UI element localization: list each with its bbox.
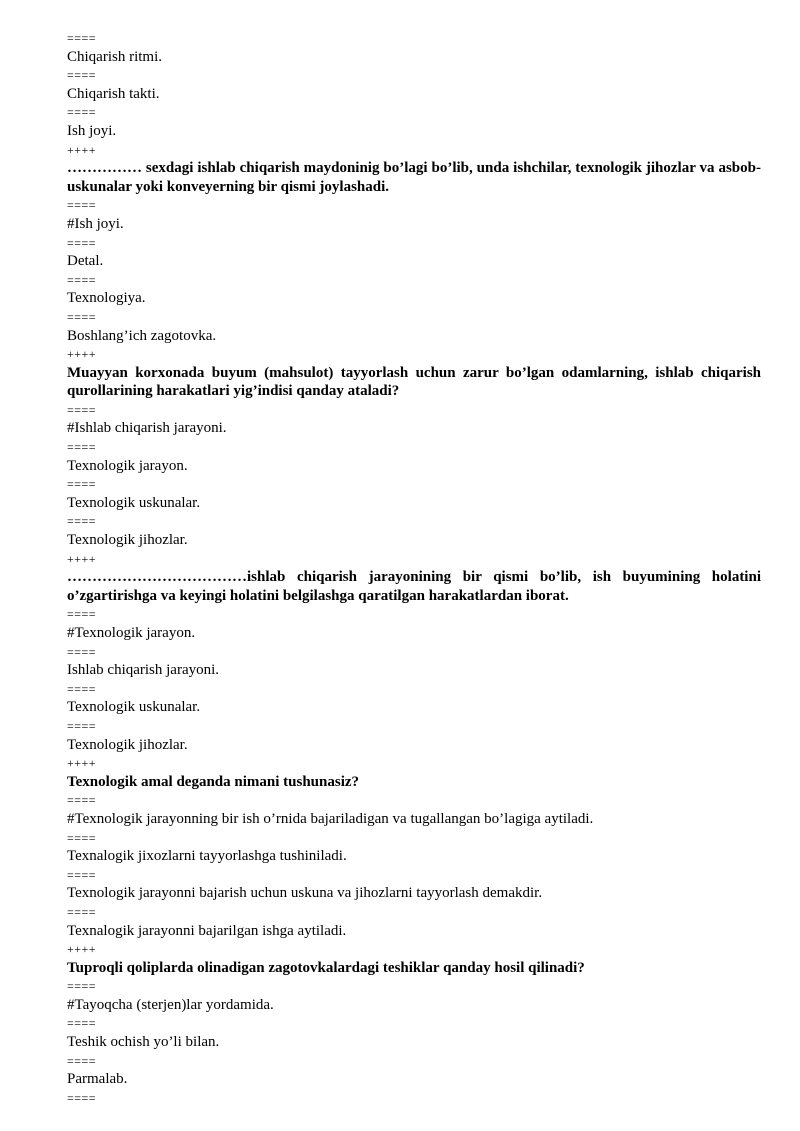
answer-separator: ====: [67, 440, 97, 455]
question-separator: ++++: [67, 551, 97, 566]
document-content: [67, 29, 761, 1107]
answer-separator: ====: [67, 867, 97, 882]
answer-separator: ====: [67, 718, 97, 733]
answer-separator: ====: [67, 105, 97, 120]
answer-separator: ====: [67, 681, 97, 696]
answer-option: Detal.: [67, 253, 104, 270]
question-text: Texnologik amal deganda nimani tushunasiz?: [67, 773, 360, 790]
answer-separator: ====: [67, 644, 97, 659]
answer-option: Ish joyi.: [67, 122, 117, 139]
answer-separator: ====: [67, 402, 97, 417]
question-separator: ++++: [67, 942, 97, 957]
answer-option: Texnologiya.: [67, 290, 146, 307]
answer-separator: ====: [67, 904, 97, 919]
answer-option: Texnalogik jixozlarni tayyorlashga tushiniladi.: [67, 848, 347, 865]
answer-option: Texnologik jihozlar.: [67, 736, 188, 753]
answer-separator: ====: [67, 1016, 97, 1031]
question-text: Tuproqli qoliplarda olinadigan zagotovkalardagi teshiklar qanday hosil qilinadi?: [67, 959, 585, 976]
question-separator: ++++: [67, 347, 97, 362]
answer-separator: ====: [67, 514, 97, 529]
answer-option: Texnologik uskunalar.: [67, 494, 201, 511]
answer-separator: ====: [67, 235, 97, 250]
answer-separator: ====: [67, 68, 97, 83]
answer-separator: ====: [67, 793, 97, 808]
answer-separator: ====: [67, 272, 97, 287]
answer-separator: ====: [67, 477, 97, 492]
answer-option: Texnologik uskunalar.: [67, 699, 201, 716]
document-page: [67, 29, 761, 1107]
question-text: Muayyan korxonada buyum (mahsulot) tayyorlash uchun zarur bo’lgan odamlarning, ishlab chiqarish qurollarining harakatlari yig’indisi qanday ataladi?: [67, 364, 761, 400]
correct-answer: #Ishlab chiqarish jarayoni.: [67, 420, 227, 437]
answer-option: Texnalogik jarayonni bajarilgan ishga aytiladi.: [67, 922, 347, 939]
answer-option: Boshlang’ich zagotovka.: [67, 327, 217, 344]
answer-separator: ====: [67, 1053, 97, 1068]
answer-option: Teshik ochish yo’li bilan.: [67, 1034, 220, 1051]
answer-option: Texnologik jarayon.: [67, 457, 188, 474]
question-text: ………………………………ishlab chiqarish jarayonining bir qismi bo’lib, ish buyumining holatini o’zgartirishga va keyingi holatini belgilashga qaratilgan harakatlardan iborat.: [67, 569, 761, 604]
answer-separator: ====: [67, 830, 97, 845]
answer-option: Chiqarish takti.: [67, 85, 160, 102]
correct-answer: #Tayoqcha (sterjen)lar yordamida.: [67, 996, 274, 1013]
answer-separator: ====: [67, 607, 97, 622]
correct-answer: #Ish joyi.: [67, 215, 124, 232]
answer-separator: ====: [67, 1090, 97, 1105]
correct-answer: #Texnologik jarayon.: [67, 625, 196, 641]
answer-option: Texnologik jihozlar.: [67, 532, 188, 549]
question-text: …………… sexdagi ishlab chiqarish maydoninig bo’lagi bo’lib, unda ishchilar, texnologik jihozlar va asbob-uskunalar yoki konveyerning bir qismi joylashadi.: [67, 160, 761, 195]
answer-option: Ishlab chiqarish jarayoni.: [67, 662, 220, 679]
question-separator: ++++: [67, 142, 97, 157]
answer-option: Parmalab.: [67, 1071, 128, 1088]
answer-separator: ====: [67, 979, 97, 994]
answer-option: Chiqarish ritmi.: [67, 48, 162, 65]
correct-answer: #Texnologik jarayonning bir ish o’rnida bajariladigan va tugallangan bo’lagiga aytiladi.: [67, 810, 594, 827]
answer-separator: ====: [67, 31, 97, 45]
question-separator: ++++: [67, 756, 97, 771]
answer-separator: ====: [67, 309, 97, 324]
answer-separator: ====: [67, 198, 97, 213]
answer-option: Texnologik jarayonni bajarish uchun uskuna va jihozlarni tayyorlash demakdir.: [67, 885, 543, 902]
